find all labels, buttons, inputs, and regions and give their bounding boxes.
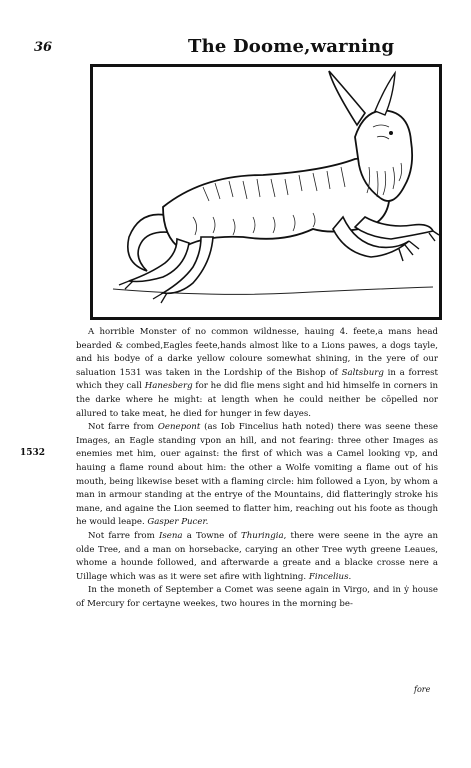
woodcut-illustration — [90, 64, 442, 320]
page-number: 36 — [34, 40, 53, 55]
paragraph-comet: In the moneth of September a Comet was seene again in Virgo, and in ẏ house of Mercury for certayne weekes, two houres in the morning be- — [76, 585, 438, 609]
paragraph-oenepont-images: Not farre from Oenepont (as Iob Fincelius hath noted) there was seene these Images, an Eagle standing vpon an hill, and not fearing: three other Images as enemies met him, ouer against: the first of which was a Camel looking vp, and hauing a flame round about him: the other a Wolfe vomiting a flame out of his mouth, being likewise beset with a flaming circle: him followed a Lyon, by whom a man in armour standing at the entrye of the Mountains, did flatteringly stroke his mane, and againe the Lion seemed to flatter him, reaching out his foote as though he would leape. Gasper Pucer. — [76, 422, 439, 528]
text-block — [76, 326, 438, 611]
margin-year-note: 1532 — [20, 448, 46, 458]
woodcut-monster-icon — [93, 67, 439, 317]
running-head: The Doome,warning — [188, 36, 395, 57]
paragraph-isena-tree: Not farre from Isena a Towne of Thuringia, there were seene in the ayre an olde Tree, and a man on horsebacke, carying an other Tree wyth greene Leaues, whome a hounde followed, and afterwarde a greate and a blacke crosse nere a Uillage which was as it were set afire with lightning. Fincelius. — [76, 530, 438, 582]
catchword: fore — [414, 685, 431, 694]
paragraph-monster-description: A horrible Monster of no common wildnesse, hauing 4. feete,a mans head bearded & combed,Eagles feete,hands almost like to a Lions pawes, a dogs tayle, and his bodye of a darke yellow coloure somewhat shining, in the yere of our saluation 1531 was taken in the Lordship of the Bishop of Saltsburg in a forrest which they call Hanesberg for he did flie mens sight and hid himselfe in corners in the darke where he might: at length when he could neither be cōpelled nor allured to take meat, he died for hunger in few dayes. — [76, 327, 439, 419]
